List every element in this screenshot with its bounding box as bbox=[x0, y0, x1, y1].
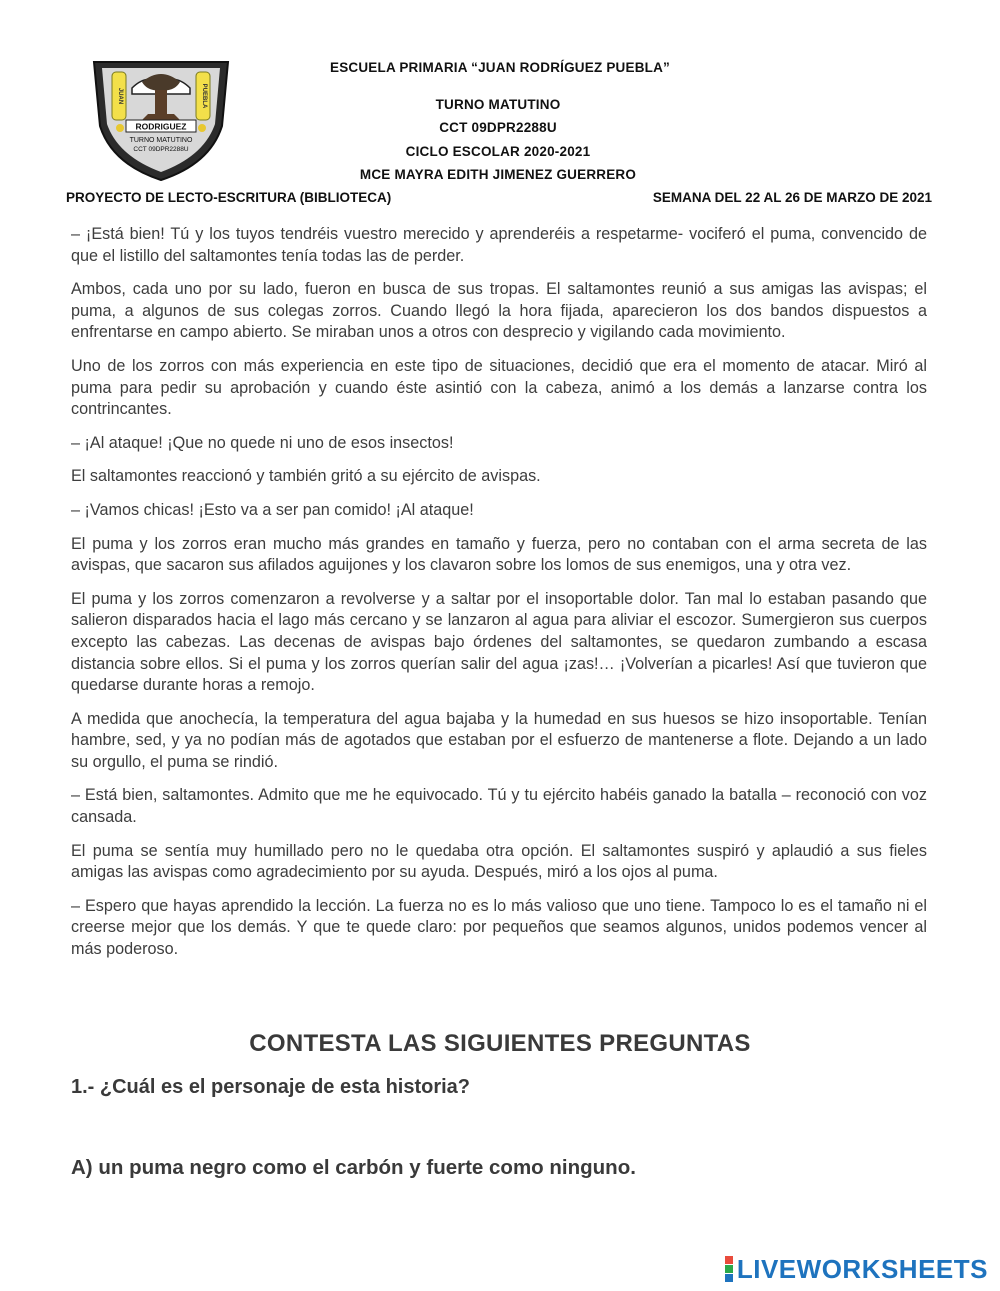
brand-text: LIVEWORKSHEETS bbox=[736, 1253, 988, 1284]
logo-banner-text: RODRIGUEZ bbox=[135, 121, 187, 132]
story-paragraph: El puma y los zorros eran mucho más grandes en tamaño y fuerza, pero no contaban con el arma secreta de las avispas, que sacaron sus afilados aguijones y los clavaron sobre los lomos de sus enemigos, una y otra vez. bbox=[71, 534, 927, 575]
questions-title: CONTESTA LAS SIGUIENTES PREGUNTAS bbox=[249, 1030, 751, 1057]
liveworksheets-logo bbox=[725, 1254, 988, 1284]
story-paragraph: A medida que anochecía, la temperatura del agua bajaba y la humedad en sus huesos se hizo insoportable. Tenían hambre, sed, y ya no podían más de agotados que estaban por el esfuerzo de mantenerse a flote. Dejando a un lado su orgullo, el puma se rindió. bbox=[71, 709, 927, 771]
story-paragraph: El puma y los zorros comenzaron a revolverse y a saltar por el insoportable dolor. Tan mal lo estaban pasando que salieron disparados hacia el lago más cercano y se lanzaron al agua para aliviar el escozor. Sumergieron sus cuerpos excepto las cabezas. Las decenas de avispas bajo órdenes del saltamontes, se quedaron zumbando a escasa distancia sobre ellos. Si el puma y los zorros querían salir del agua ¡zas!… ¡Volverían a picarles! Así que tuvieron que quedarse durante horas a remojo. bbox=[71, 589, 927, 695]
school-name: ESCUELA PRIMARIA “JUAN RODRÍGUEZ PUEBLA” bbox=[329, 60, 670, 75]
story-paragraph: Uno de los zorros con más experiencia en este tipo de situaciones, decidió que era el momento de atacar. Miró al puma para pedir su aprobación y cuando éste asintió con la cabeza, animó a los demás a lanzarse contra los contrincantes. bbox=[71, 356, 927, 419]
logo-ribbon-left-text: JUAN bbox=[117, 87, 123, 105]
brand-block-icon bbox=[725, 1274, 733, 1282]
story-paragraph: El saltamontes reaccionó y también gritó a su ejército de avispas. bbox=[71, 467, 541, 486]
school-cct: CCT 09DPR2288U bbox=[439, 120, 557, 135]
school-cycle: CICLO ESCOLAR 2020-2021 bbox=[405, 144, 591, 159]
logo-code-text: CCT 09DPR2288U bbox=[133, 146, 189, 153]
story-paragraph: Ambos, cada uno por su lado, fueron en busca de sus tropas. El saltamontes reunió a sus amigas las avispas; el puma, a algunos de sus colegas zorros. Cuando llegó la hora fijada, aparecieron los dos bandos dispuestos a enfrentarse en campo abierto. Se miraban unos a otros con desprecio y vigilando cada movimiento. bbox=[71, 280, 927, 342]
story-body bbox=[71, 224, 927, 973]
teacher-name: MCE MAYRA EDITH JIMENEZ GUERRERO bbox=[359, 167, 637, 182]
brand-blocks-icon bbox=[725, 1256, 733, 1282]
story-paragraph: – ¡Vamos chicas! ¡Esto va a ser pan comido! ¡Al ataque! bbox=[71, 500, 474, 519]
logo-shift-text: TURNO MATUTINO bbox=[129, 137, 193, 144]
story-paragraph: El puma se sentía muy humillado pero no le quedaba otra opción. El saltamontes suspiró y aplaudió a sus fieles amigas las avispas como agradecimiento por su ayuda. Después, miró a los ojos al puma. bbox=[71, 841, 927, 882]
week-range: SEMANA DEL 22 AL 26 DE MARZO DE 2021 bbox=[652, 190, 932, 205]
answer-option-a[interactable]: A) un puma negro como el carbón y fuerte como ninguno. bbox=[71, 1156, 636, 1179]
story-paragraph: – Espero que hayas aprendido la lección. La fuerza no es lo más valioso que uno tiene. Tampoco lo es el tamaño ni el creerse mejor que los demás. Y que te quede claro: por pequeños que seamos algunos, unidos podemos vencer al más poderoso. bbox=[71, 896, 927, 959]
story-paragraph: – ¡Al ataque! ¡Que no quede ni uno de esos insectos! bbox=[71, 433, 454, 452]
story-paragraph: – Está bien, saltamontes. Admito que me he equivocado. Tú y tu ejército habéis ganado la batalla – reconoció con voz cansada. bbox=[71, 786, 927, 827]
logo-ribbon-right-text: PUEBLA bbox=[201, 83, 207, 109]
school-logo bbox=[90, 56, 232, 184]
story-paragraph: – ¡Está bien! Tú y los tuyos tendréis vuestro merecido y aprenderéis a respetarme- vociferó el puma, convencido de que el listillo del saltamontes tenía todas las de perder. bbox=[71, 225, 927, 265]
project-title: PROYECTO DE LECTO-ESCRITURA (BIBLIOTECA) bbox=[66, 190, 392, 205]
brand-block-icon bbox=[725, 1256, 733, 1264]
brand-block-icon bbox=[725, 1265, 733, 1273]
school-shift: TURNO MATUTINO bbox=[435, 97, 561, 112]
question-1: 1.- ¿Cuál es el personaje de esta historia? bbox=[71, 1076, 471, 1098]
